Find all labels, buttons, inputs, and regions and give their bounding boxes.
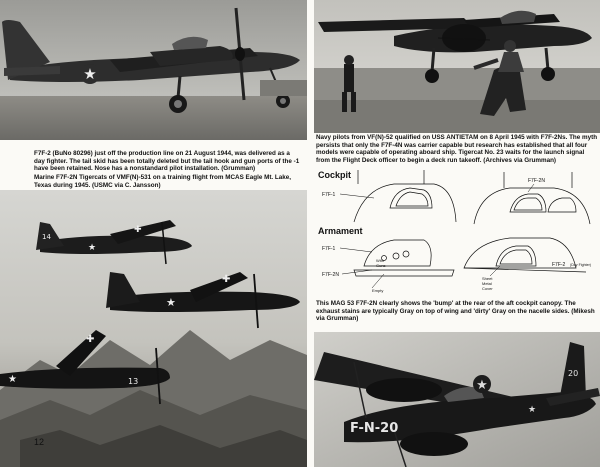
photo-f7f2-production-line [0, 0, 307, 140]
star-marking-icon: ✚ [86, 334, 95, 345]
cockpit-title: Cockpit [318, 170, 352, 180]
photo-f7f2-image [0, 0, 307, 140]
caption-antietam-qualification: Navy pilots from VF(N)-52 qualified on USS ANTIETAM on 8 April 1945 with F7F-2Ns. The myth persists that only the F7F-4N was carrier capable but research has established that all four models were capable of operating aboard ship. Tigercat No. 23 waits for the launch signal from the Flight Deck officer to begin a deck run takeoff. (Archives via Grumman) [316, 134, 598, 164]
caption-mag53-canopy: This MAG 53 F7F-2N clearly shows the 'bump' at the rear of the aft cockpit canopy. The exhaust stains are typically Gray on top of wing and 'dirty' Gray on the nacelle sides. (Mikesh via Grumman) [316, 300, 595, 323]
star-marking-icon: ✚ [134, 225, 142, 235]
caption-f7f2-production: F7F-2 (BuNo 80296) just off the production line on 21 August 1944, was delivered as a day fighter. The tail skid has been totally deleted but the tail hook and gun ports of the -1 have been retained. Nose has a nonstandard pilot installation. (Grumman) [34, 150, 300, 173]
label-f7f2n-armament: F7F-2N [322, 272, 339, 278]
star-marking-icon: ★ [83, 65, 97, 83]
label-day-fighter: (Day Fighter) [570, 263, 591, 267]
tail-code-20: 20 [568, 369, 579, 378]
star-marking-icon: ✚ [222, 274, 231, 285]
page-number: 12 [34, 437, 45, 447]
label-f7f1-armament: F7F-1 [322, 246, 336, 252]
photo-antietam-deck [314, 0, 600, 133]
caption-vmfn531-training: Marine F7F-2N Tigercats of VMF(N)-531 on a training flight from MCAS Eagle Mt. Lake, Texas during 1945. (USMC via C. Jansson) [34, 174, 292, 189]
photo-mag53-f7f2n [314, 332, 600, 467]
label-with-guns-1: With [376, 258, 384, 263]
star-marking-icon: ★ [88, 243, 97, 253]
label-f7f2n-cockpit: F7F-2N [528, 178, 545, 184]
label-f7f1-cockpit: F7F-1 [322, 192, 336, 198]
cockpit-armament-diagram [314, 168, 600, 296]
label-sheet-1: Sheet [482, 276, 493, 281]
photo-mag53-image [314, 332, 600, 467]
star-marking-icon: ★ [8, 374, 17, 385]
armament-f7f2-drawing [464, 238, 586, 272]
photo-formation-image [0, 190, 307, 467]
label-sheet-3: Cover [482, 286, 493, 291]
label-with-guns-2: Guns [376, 263, 386, 268]
tail-code-14: 14 [42, 233, 51, 241]
label-empty: Empty [372, 288, 384, 293]
star-marking-icon: ★ [476, 378, 488, 393]
label-sheet-2: Metal [482, 281, 492, 286]
photo-vmfn531-formation [0, 190, 307, 467]
tail-code-13: 13 [128, 377, 139, 386]
star-marking-icon: ★ [527, 405, 537, 415]
armament-title: Armament [318, 226, 363, 236]
star-marking-icon: ★ [166, 296, 176, 309]
photo-antietam-image [314, 0, 600, 133]
aircraft-code-fn20: F-N-20 [350, 421, 399, 436]
comparison-diagram-svg [314, 168, 600, 296]
label-f7f2-day: F7F-2 [552, 262, 566, 268]
cockpit-f7f1-drawing [354, 170, 456, 222]
